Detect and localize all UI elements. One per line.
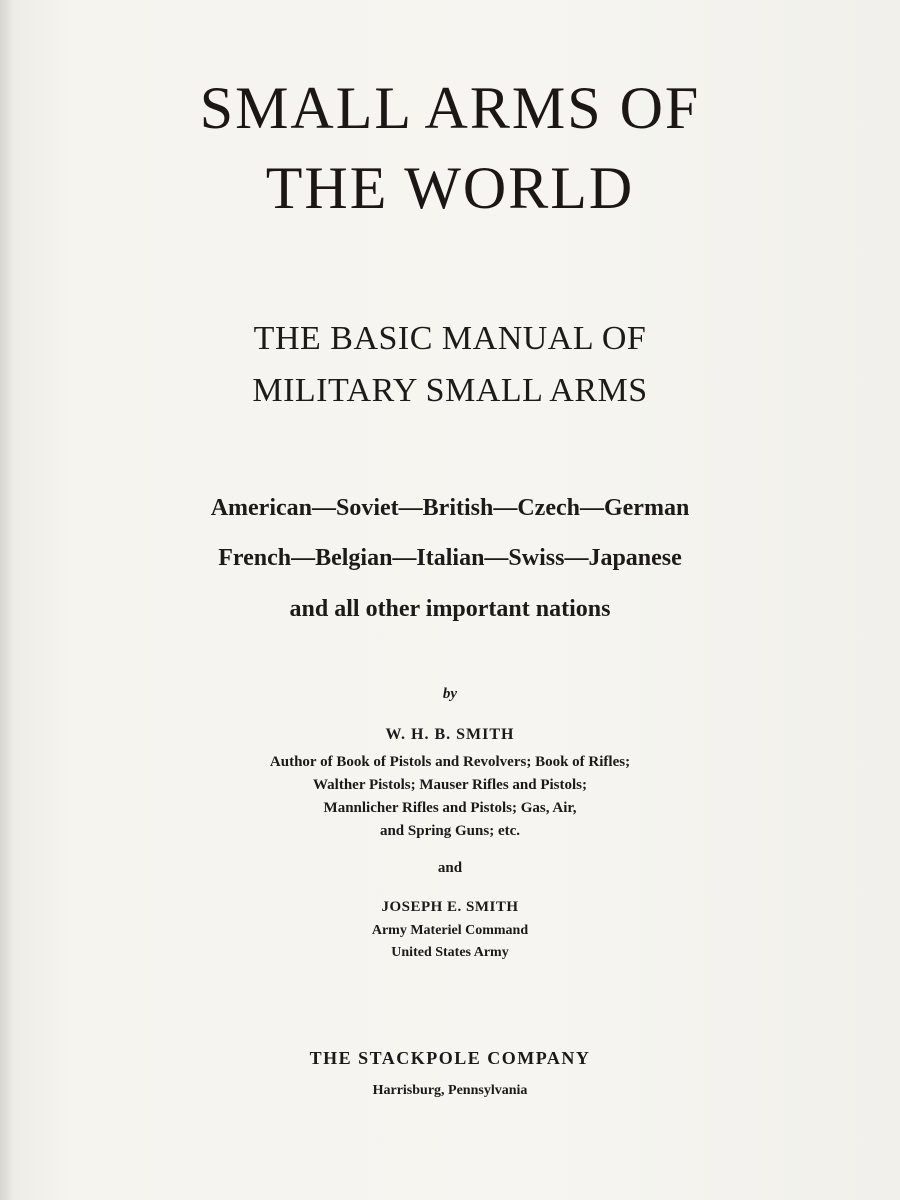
book-title-line-1: SMALL ARMS OF [199, 75, 701, 141]
conjunction: and [437, 860, 463, 876]
publisher-location: Harrisburg, Pennsylvania [372, 1083, 528, 1098]
publisher-name: THE STACKPOLE COMPANY [309, 1048, 591, 1068]
nations-line-3: and all other important nations [289, 596, 611, 622]
affiliation-line: Army Materiel Command [371, 923, 529, 938]
author-credit-line: Author of Book of Pistols and Revolvers; Book of Rifles; [269, 754, 631, 770]
nations-line-2: French—Belgian—Italian—Swiss—Japanese [218, 545, 682, 571]
author-credit-line: and Spring Guns; etc. [379, 823, 521, 839]
author-credit-line: Mannlicher Rifles and Pistols; Gas, Air, [323, 800, 577, 816]
byline: by [442, 686, 458, 702]
author-credit-line: Walther Pistols; Mauser Rifles and Pistols; [312, 777, 588, 793]
second-author-name: JOSEPH E. SMITH [381, 899, 519, 915]
nations-line-1: American—Soviet—British—Czech—German [210, 495, 690, 521]
subtitle-line-1: THE BASIC MANUAL OF [253, 320, 647, 357]
book-title-line-2: THE WORLD [265, 155, 635, 221]
affiliation-line: United States Army [391, 945, 509, 960]
author-name: W. H. B. SMITH [385, 726, 515, 743]
subtitle-line-2: MILITARY SMALL ARMS [252, 372, 648, 409]
